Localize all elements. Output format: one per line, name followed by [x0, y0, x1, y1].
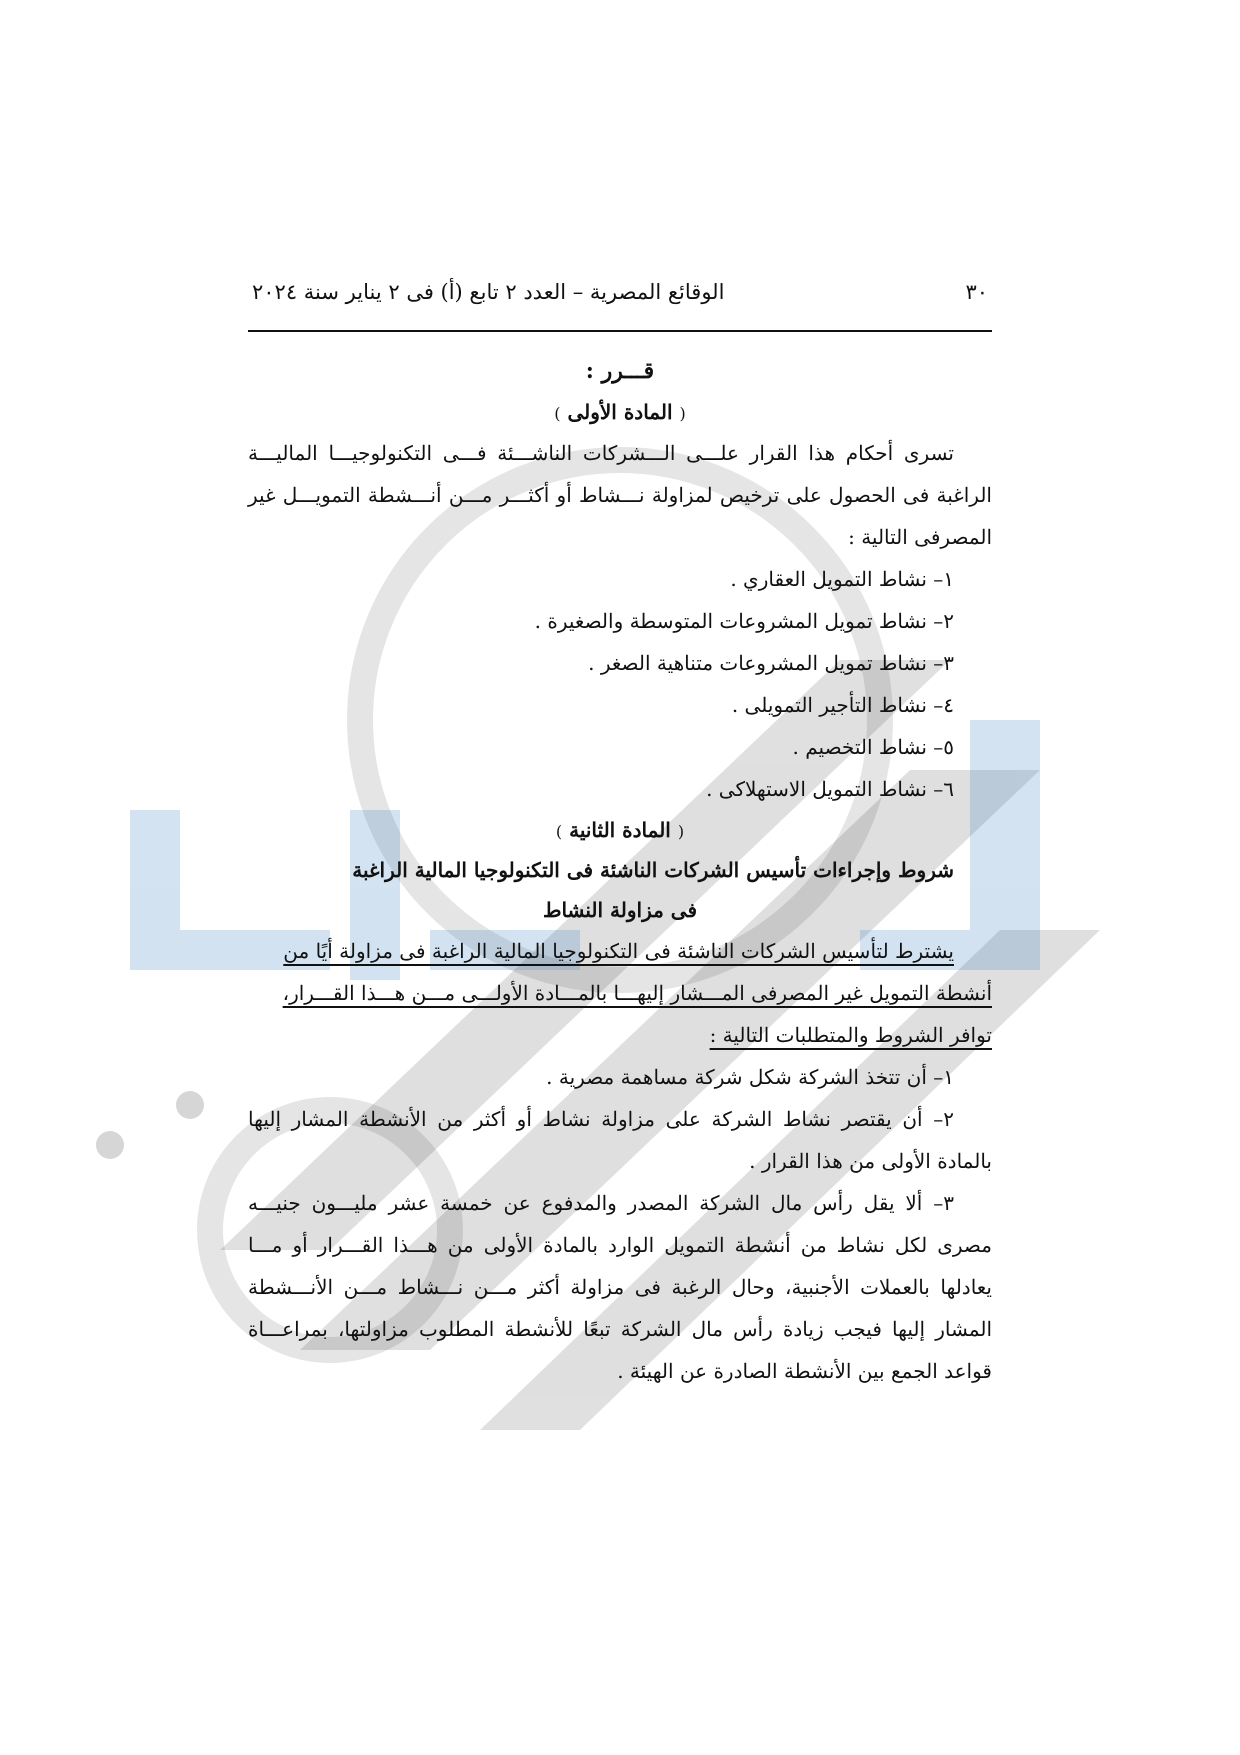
list-item: ٤– نشاط التأجير التمويلى .	[731, 693, 954, 717]
condition-item: ١– أن تتخذ الشركة شكل شركة مساهمة مصرية .	[546, 1065, 954, 1089]
article-two-intro-line-2: أنشطة التمويل غير المصرفى المـــشار إليهـــا بالمـــادة الأولـــى مـــن هـــذا القـــرار،	[282, 981, 992, 1005]
article-one-heading-text: المادة الأولى	[567, 400, 673, 424]
list-item: ٢– نشاط تمويل المشروعات المتوسطة والصغيرة .	[534, 609, 954, 633]
article-two-heading-text: المادة الثانية	[569, 818, 671, 842]
list-item: ١– نشاط التمويل العقاري .	[730, 567, 954, 591]
condition-item: ٣– ألا يقل رأس مال الشركة المصدر والمدفوع عن خمسة عشر مليـــون جنيـــه مصرى لكل نشاط من أنشطة التمويل الوارد بالمادة الأولى من هـــذا القـــرار أو مـــا يعادلها بالعملات الأجنبية، وحال الرغبة فى مزاولة أكثر مـــن نـــشاط مـــن الأنـــشطة المشار إليها فيجب زيادة رأس مال الشركة تبعًا للأنشطة المطلوب مزاولتها، بمراعـــاة قواعد الجمع بين الأنشطة الصادرة عن الهيئة .	[248, 1191, 992, 1383]
publication-title: الوقائع المصرية – العدد ٢ تابع (أ) فى ٢ يناير سنة ٢٠٢٤	[252, 280, 725, 304]
article-two-intro-line-1: يشترط لتأسيس الشركات الناشئة فى التكنولوجيا المالية الراغبة فى مزاولة أيًا من	[283, 939, 954, 963]
condition-item: ٢– أن يقتصر نشاط الشركة على مزاولة نشاط أو أكثر من الأنشطة المشار إليها بالمادة الأولى من هذا القرار .	[248, 1107, 992, 1173]
header-divider	[248, 330, 992, 332]
list-item: ٥– نشاط التخصيم .	[792, 735, 954, 759]
article-one-body: تسرى أحكام هذا القرار علـــى الـــشركات الناشـــئة فـــى التكنولوجيـــا الماليـــة الراغبة فى الحصول على ترخيص لمزاولة نـــشاط أو أكثـــر مـــن أنـــشطة التمويـــل غير المصرفى التالية :	[248, 441, 992, 549]
list-item: ٣– نشاط تمويل المشروعات متناهية الصغر .	[588, 651, 954, 675]
page-header	[248, 280, 992, 316]
activities-list	[248, 558, 992, 810]
watermark-dots	[96, 1091, 204, 1159]
list-item: ٦– نشاط التمويل الاستهلاكى .	[706, 777, 954, 801]
decree-word: قـــرر :	[585, 358, 655, 384]
article-two-subtitle-continued: فى مزاولة النشاط	[542, 898, 698, 922]
article-two-heading: ( المادة الثانية )	[555, 818, 685, 842]
article-two-subtitle: شروط وإجراءات تأسيس الشركات الناشئة فى التكنولوجيا المالية الراغبة	[352, 858, 954, 882]
article-one-heading: ( المادة الأولى )	[554, 400, 686, 424]
document-page	[248, 280, 992, 1392]
article-two-intro-line-3: توافر الشروط والمتطلبات التالية :	[709, 1023, 992, 1047]
page-number: ٣٠	[965, 280, 988, 304]
